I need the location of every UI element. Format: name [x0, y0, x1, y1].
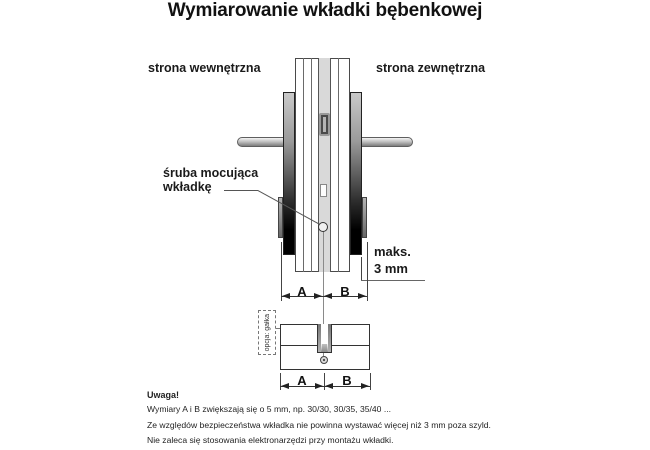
cylinder-end-outer — [362, 197, 367, 238]
note-line: Wymiary A i B zwiększają się o 5 mm, np. 30/30, 30/35, 35/40 ... — [147, 404, 392, 414]
cam-slot-edge — [318, 324, 321, 352]
keyhole-slit — [323, 117, 326, 132]
note-line: Ze względów bezpieczeństwa wkładka nie powinna wystawać więcej niż 3 mm poza szyld. — [147, 419, 491, 430]
notes-block — [147, 390, 627, 450]
door-layer-line — [311, 58, 312, 272]
cam — [321, 344, 328, 352]
screw-channel-detail — [320, 184, 327, 197]
inner-spindle-bar — [237, 137, 286, 147]
door-layer-line — [338, 58, 339, 272]
dim-b-label-small: B — [342, 373, 352, 388]
dim-extension-right — [367, 242, 368, 301]
dim-a-label-main: A — [297, 284, 307, 299]
knob-option-label: opcja: gałka — [263, 313, 271, 352]
notes-heading: Uwaga! — [147, 390, 180, 400]
inner-side-label: strona wewnętrzna — [148, 61, 261, 75]
fixing-screw-label: śruba mocująca wkładkę — [163, 166, 259, 194]
dim-a-label-small: A — [297, 373, 307, 388]
max-protrusion-tick — [361, 257, 362, 280]
cylinder-screw-hole — [320, 356, 328, 364]
cam-slot-edge — [328, 324, 331, 352]
max-protrusion-leader — [361, 280, 425, 281]
knob-option-box — [258, 310, 276, 355]
page-title: Wymiarowanie wkładki bębenkowej — [167, 0, 483, 21]
escutcheon-inner — [283, 92, 295, 255]
door-layer-line — [303, 58, 304, 272]
outer-side-label: strona zewnętrzna — [376, 61, 486, 75]
cylinder-through-door — [318, 58, 331, 272]
note-line: Nie zaleca się stosowania elektronarzędzi przy montażu wkładki. — [147, 435, 394, 445]
max-protrusion-label: maks. 3 mm — [374, 244, 411, 276]
callout-leader-line — [224, 190, 258, 191]
outer-spindle-bar — [361, 137, 413, 147]
cam-slot — [317, 324, 332, 353]
dim-extension-right-small — [370, 373, 371, 390]
dim-b-label-main: B — [340, 284, 350, 299]
escutcheon-outer — [350, 92, 362, 255]
